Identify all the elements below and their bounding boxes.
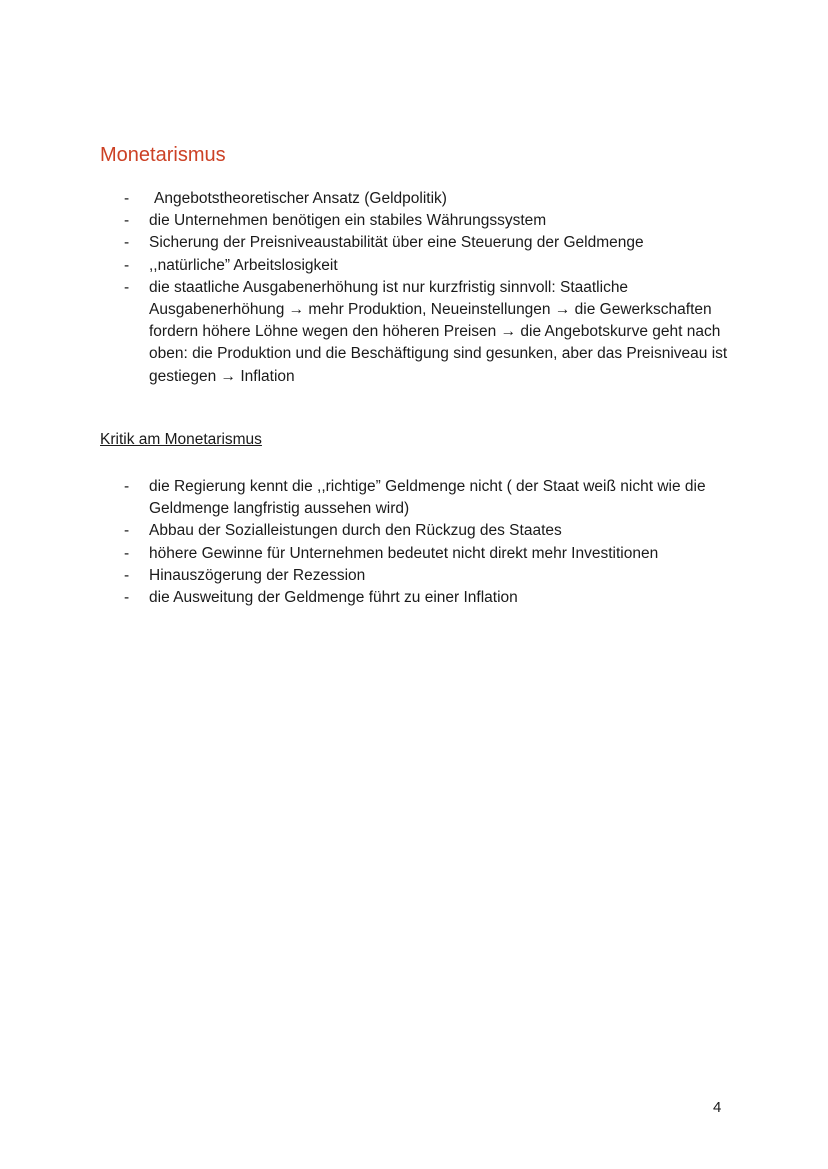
list-item (118, 565, 738, 587)
critique-heading: Kritik am Monetarismus (100, 431, 262, 448)
list-item-text: ,,natürliche” Arbeitslosigkeit (149, 256, 338, 274)
critique-bullet-list (118, 476, 738, 609)
list-item (118, 232, 738, 254)
list-item (118, 543, 738, 565)
list-item (118, 476, 738, 520)
list-item-text: Angebotstheoretischer Ansatz (Geldpolitik) (154, 190, 447, 207)
bullet-dash: - (124, 589, 130, 607)
list-item (118, 587, 738, 609)
bullet-dash: - (124, 544, 130, 562)
bullet-dash: - (124, 566, 130, 584)
section-title: Monetarismus (100, 144, 226, 166)
list-item-text: Sicherung der Preisniveaustabilität über eine Steuerung der Geldmenge (149, 234, 644, 252)
list-item-text: die staatliche Ausgabenerhöhung ist nur kurzfristig sinnvoll: Staatliche Ausgabenerhöhung → mehr Produktion, Neueinstellungen → die Gewerkschaften fordern höhere Löhne wegen den höheren Preisen → die Angebotskurve geht nach oben: die Produktion und die Beschäftigung sind gesunken, aber das Preisniveau ist gestiegen → Inflation (149, 278, 728, 385)
bullet-dash: - (124, 278, 130, 296)
list-item-text: Hinauszögerung der Rezession (149, 566, 366, 584)
bullet-dash: - (124, 212, 130, 230)
list-item (118, 277, 738, 388)
bullet-dash: - (124, 256, 130, 274)
bullet-dash: - (124, 478, 130, 495)
list-item-text: die Unternehmen benötigen ein stabiles Währungssystem (149, 212, 547, 230)
list-item (118, 520, 738, 542)
main-bullet-list (118, 188, 738, 388)
list-item (118, 255, 738, 277)
page-number: 4 (713, 1099, 722, 1116)
list-item-text: die Regierung kennt die ,,richtige” Geldmenge nicht ( der Staat weiß nicht wie die Geldmenge langfristig aussehen wird) (149, 478, 706, 518)
list-item (118, 210, 738, 232)
bullet-dash: - (124, 190, 130, 207)
bullet-dash: - (124, 234, 130, 252)
list-item-text: Abbau der Sozialleistungen durch den Rückzug des Staates (149, 522, 562, 540)
list-item-text: die Ausweitung der Geldmenge führt zu einer Inflation (149, 589, 518, 607)
list-item (118, 188, 738, 210)
bullet-dash: - (124, 522, 130, 540)
list-item-text: höhere Gewinne für Unternehmen bedeutet nicht direkt mehr Investitionen (149, 544, 659, 562)
